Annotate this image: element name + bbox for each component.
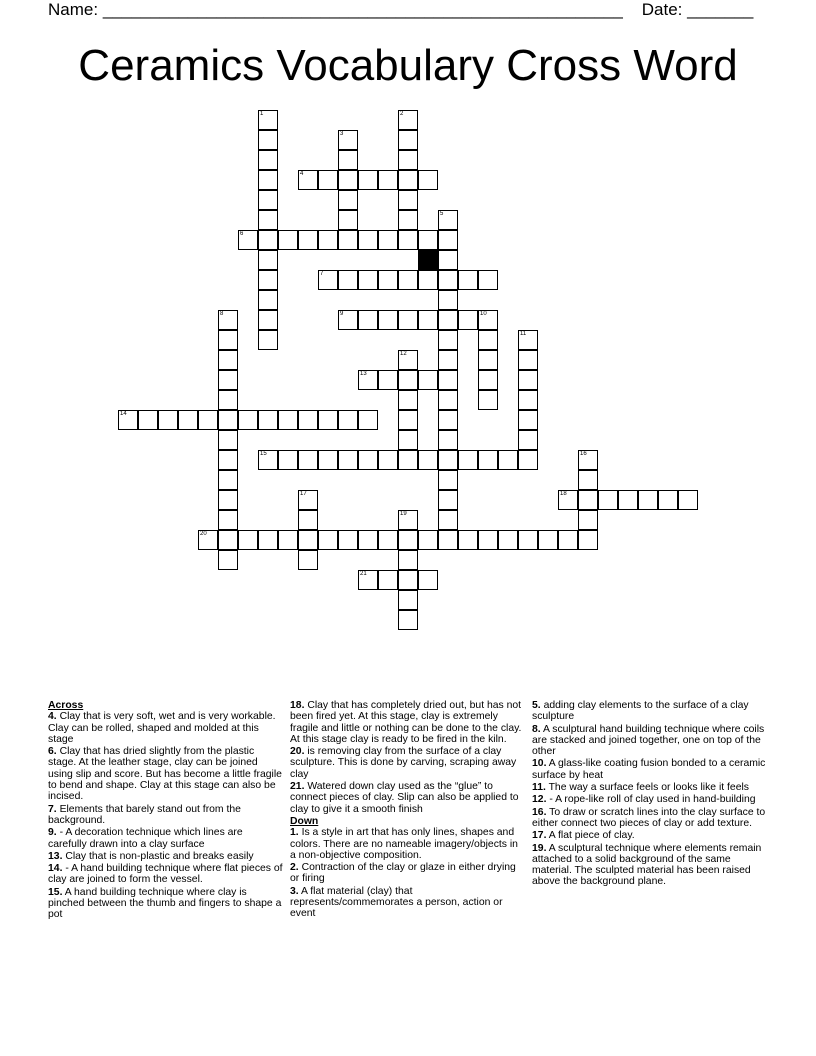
cell-number: 7 — [320, 271, 324, 277]
down-clue — [532, 807, 768, 830]
grid-cell[interactable] — [478, 350, 498, 370]
cell-number: 17 — [300, 491, 307, 497]
clue-text: - A hand building technique where flat pieces of clay are joined to form the vessel. — [48, 863, 283, 886]
grid-cell[interactable] — [498, 450, 518, 470]
clues-column-3 — [532, 700, 768, 889]
clue-number-dot: . — [295, 885, 299, 897]
down-clue — [532, 782, 768, 793]
grid-cell[interactable] — [478, 270, 498, 290]
across-clue — [48, 887, 284, 921]
clue-number: 3 — [290, 885, 296, 897]
grid-cell[interactable] — [338, 190, 358, 210]
grid-cell[interactable] — [258, 250, 278, 270]
grid-cell[interactable] — [298, 550, 318, 570]
down-clue — [532, 700, 768, 723]
grid-cell[interactable] — [418, 530, 438, 550]
grid-cell[interactable] — [438, 370, 458, 390]
clue-number-dot: . — [295, 862, 299, 874]
grid-cell[interactable] — [558, 530, 578, 550]
grid-cell[interactable] — [398, 610, 418, 630]
grid-cell[interactable] — [418, 370, 438, 390]
cell-number: 5 — [440, 211, 444, 217]
grid-cell[interactable] — [518, 330, 538, 350]
grid-cell[interactable] — [338, 270, 358, 290]
down-clue — [532, 843, 768, 888]
clue-text: To draw or scratch lines into the clay surface to either connect two pieces of clay or add texture. — [532, 806, 766, 829]
grid-cell[interactable] — [478, 530, 498, 550]
grid-cell[interactable] — [518, 370, 538, 390]
grid-cell[interactable] — [258, 150, 278, 170]
grid-cell[interactable] — [378, 230, 398, 250]
grid-cell[interactable] — [178, 410, 198, 430]
grid-cell[interactable] — [398, 190, 418, 210]
clue-number-dot: . — [59, 850, 63, 862]
clue-text: Clay that has dried slightly from the plastic stage. At the leather stage, clay can be joined using slip and score. But has become a little fragile to bend and shape. Clay at this stage can also be incised. — [48, 746, 282, 803]
grid-cell[interactable] — [278, 230, 298, 250]
grid-cell[interactable] — [258, 210, 278, 230]
clue-number-dot: . — [537, 723, 541, 735]
grid-cell[interactable] — [578, 490, 598, 510]
name-label: Name: — [48, 0, 99, 19]
grid-cell[interactable] — [438, 250, 458, 270]
grid-cell[interactable] — [318, 450, 338, 470]
down-clue — [532, 724, 768, 758]
grid-cell[interactable] — [518, 530, 538, 550]
clue-text: A glass-like coating fusion bonded to a ceramic surface by heat — [532, 758, 766, 781]
across-clue — [48, 746, 284, 802]
date-label: Date: — [641, 0, 683, 19]
grid-cell[interactable] — [258, 530, 278, 550]
clue-number-dot: . — [543, 806, 547, 818]
clue-number: 10 — [532, 758, 544, 770]
clue-text: The way a surface feels or looks like it feels — [548, 782, 749, 794]
clue-number-dot: . — [537, 700, 541, 711]
grid-cell[interactable] — [338, 130, 358, 150]
grid-cell[interactable] — [218, 510, 238, 530]
clue-text: A flat material (clay) that represents/commemorates a person, action or event — [290, 885, 503, 920]
clue-number: 2 — [290, 862, 296, 874]
grid-cell[interactable] — [398, 150, 418, 170]
grid-cell[interactable] — [518, 450, 538, 470]
clue-number: 14 — [48, 863, 60, 875]
cell-number: 11 — [520, 331, 527, 337]
grid-cell[interactable] — [418, 270, 438, 290]
clue-text: A hand building technique where clay is pinched between the thumb and fingers to shape a pot — [48, 886, 282, 921]
grid-cell[interactable] — [438, 510, 458, 530]
clue-number: 6 — [48, 746, 54, 758]
grid-cell[interactable] — [378, 530, 398, 550]
grid-cell[interactable] — [398, 210, 418, 230]
grid-cell[interactable] — [298, 410, 318, 430]
grid-cell[interactable] — [458, 310, 478, 330]
grid-cell[interactable] — [218, 350, 238, 370]
grid-cell[interactable] — [218, 450, 238, 470]
cell-number: 18 — [560, 491, 567, 497]
clue-number: 15 — [48, 886, 60, 898]
grid-cell[interactable] — [218, 310, 238, 330]
across-clue — [48, 804, 284, 827]
grid-cell[interactable] — [318, 410, 338, 430]
page-title: Ceramics Vocabulary Cross Word — [78, 41, 738, 90]
grid-cell[interactable] — [658, 490, 678, 510]
clue-text: adding clay elements to the surface of a clay sculpture — [532, 700, 749, 723]
down-clue — [532, 758, 768, 781]
grid-cell[interactable] — [298, 490, 318, 510]
grid-cell[interactable] — [358, 570, 378, 590]
grid-cell[interactable] — [398, 110, 418, 130]
down-clue — [290, 862, 526, 885]
grid-cell[interactable] — [438, 410, 458, 430]
cell-number: 19 — [400, 511, 407, 517]
cell-number: 9 — [340, 311, 344, 317]
clue-number: 8 — [532, 723, 538, 735]
grid-cell[interactable] — [338, 310, 358, 330]
grid-cell[interactable] — [438, 330, 458, 350]
grid-cell[interactable] — [438, 530, 458, 550]
grid-cell[interactable] — [478, 450, 498, 470]
grid-cell[interactable] — [578, 470, 598, 490]
clue-text: A sculptural technique where elements remain attached to a solid background of the same material. The sculpted material has been raised above the background plane. — [532, 842, 762, 888]
clue-text: is removing clay from the surface of a clay sculpture. This is done by carving, scraping away clay — [290, 746, 517, 780]
grid-cell[interactable] — [398, 510, 418, 530]
grid-cell[interactable] — [398, 170, 418, 190]
grid-cell[interactable] — [338, 410, 358, 430]
clue-text: - A rope-like roll of clay used in hand-building — [549, 794, 756, 806]
clue-number: 21 — [290, 781, 302, 793]
grid-cell[interactable] — [438, 450, 458, 470]
grid-cell[interactable] — [318, 230, 338, 250]
grid-cell[interactable] — [418, 450, 438, 470]
date-blank[interactable]: _______ — [687, 0, 754, 19]
cell-number: 2 — [400, 111, 404, 117]
grid-cell[interactable] — [498, 530, 518, 550]
grid-cell[interactable] — [418, 170, 438, 190]
grid-cell[interactable] — [198, 410, 218, 430]
grid-cell[interactable] — [258, 110, 278, 130]
grid-cell[interactable] — [438, 390, 458, 410]
grid-cell[interactable] — [258, 190, 278, 210]
across-clue — [290, 700, 526, 745]
grid-cell[interactable] — [358, 310, 378, 330]
grid-cell[interactable] — [578, 510, 598, 530]
down-clue — [290, 886, 526, 920]
grid-cell[interactable] — [378, 570, 398, 590]
grid-cell[interactable] — [518, 430, 538, 450]
clue-number: 13 — [48, 850, 60, 862]
across-clue — [290, 781, 526, 815]
grid-cell[interactable] — [318, 530, 338, 550]
across-clue — [48, 851, 284, 862]
grid-cell[interactable] — [358, 410, 378, 430]
clue-number-dot: . — [543, 794, 547, 806]
grid-cell[interactable] — [478, 390, 498, 410]
clue-text: Clay that is non-plastic and breaks easily — [65, 850, 254, 862]
grid-cell[interactable] — [258, 410, 278, 430]
grid-cell[interactable] — [358, 370, 378, 390]
clue-number: 12 — [532, 794, 544, 806]
grid-cell[interactable] — [298, 450, 318, 470]
clue-text: Elements that barely stand out from the background. — [48, 803, 241, 826]
grid-cell[interactable] — [258, 130, 278, 150]
cell-number: 6 — [240, 231, 244, 237]
clue-number-dot: . — [301, 700, 305, 711]
grid-cell[interactable] — [438, 490, 458, 510]
clue-number-dot: . — [543, 830, 547, 842]
grid-cell[interactable] — [438, 230, 458, 250]
grid-cell[interactable] — [378, 450, 398, 470]
grid-cell[interactable] — [258, 170, 278, 190]
clue-text: Clay that has completely dried out, but has not been fired yet. At this stage, clay is extremely fragile and little or nothing can be done to the clay. At this stage clay is ready to be fired in the kiln. — [290, 700, 522, 745]
grid-cell[interactable] — [218, 390, 238, 410]
clue-number-dot: . — [295, 827, 299, 839]
clue-number-dot: . — [301, 746, 305, 758]
grid-cell[interactable] — [618, 490, 638, 510]
across-heading: Across — [48, 700, 84, 711]
grid-cell[interactable] — [478, 330, 498, 350]
grid-cell[interactable] — [418, 230, 438, 250]
clue-text: Is a style in art that has only lines, shapes and colors. There are no nameable imagery/objects in a non-objective composition. — [290, 827, 518, 861]
cell-number: 4 — [300, 171, 304, 177]
grid-cell[interactable] — [358, 530, 378, 550]
grid-cell[interactable] — [578, 530, 598, 550]
grid-cell[interactable] — [138, 410, 158, 430]
grid-cell[interactable] — [338, 230, 358, 250]
grid-cell[interactable] — [298, 170, 318, 190]
grid-cell[interactable] — [438, 290, 458, 310]
clue-number: 7 — [48, 803, 54, 815]
grid-cell[interactable] — [218, 530, 238, 550]
grid-cell[interactable] — [518, 410, 538, 430]
grid-cell[interactable] — [458, 530, 478, 550]
down-clue — [532, 794, 768, 805]
grid-cell[interactable] — [218, 410, 238, 430]
clue-number: 18 — [290, 700, 302, 711]
grid-cell[interactable] — [438, 210, 458, 230]
clue-number-dot: . — [59, 863, 63, 875]
grid-cell[interactable] — [458, 450, 478, 470]
grid-cell[interactable] — [318, 270, 338, 290]
grid-cell[interactable] — [238, 410, 258, 430]
cell-number: 3 — [340, 131, 344, 137]
grid-cell[interactable] — [398, 570, 418, 590]
grid-cell[interactable] — [218, 470, 238, 490]
clue-number-dot: . — [301, 781, 305, 793]
clue-number-dot: . — [53, 746, 57, 758]
grid-cell[interactable] — [118, 410, 138, 430]
clue-number-dot: . — [543, 758, 547, 770]
grid-cell[interactable] — [538, 530, 558, 550]
cell-number: 13 — [360, 371, 367, 377]
clue-number: 9 — [48, 827, 54, 839]
cell-number: 21 — [360, 571, 367, 577]
down-clue — [290, 827, 526, 861]
clue-number: 11 — [532, 782, 543, 794]
grid-cell[interactable] — [358, 170, 378, 190]
name-blank[interactable]: _______________________________________________________ — [102, 0, 623, 19]
grid-cell[interactable] — [258, 450, 278, 470]
grid-cell[interactable] — [358, 450, 378, 470]
grid-cell[interactable] — [438, 310, 458, 330]
clue-number-dot: . — [53, 803, 57, 815]
grid-cell[interactable] — [258, 270, 278, 290]
black-cell — [418, 250, 438, 270]
grid-cell[interactable] — [438, 470, 458, 490]
grid-cell[interactable] — [278, 530, 298, 550]
grid-cell[interactable] — [238, 530, 258, 550]
grid-cell[interactable] — [398, 230, 418, 250]
grid-cell[interactable] — [398, 430, 418, 450]
grid-cell[interactable] — [338, 450, 358, 470]
grid-cell[interactable] — [398, 270, 418, 290]
across-clue — [48, 827, 284, 850]
grid-cell[interactable] — [418, 310, 438, 330]
grid-cell[interactable] — [258, 310, 278, 330]
cell-number: 20 — [200, 531, 207, 537]
cell-number: 14 — [120, 411, 127, 417]
grid-cell[interactable] — [398, 350, 418, 370]
grid-cell[interactable] — [398, 410, 418, 430]
grid-cell[interactable] — [378, 370, 398, 390]
grid-cell[interactable] — [218, 550, 238, 570]
grid-cell[interactable] — [318, 170, 338, 190]
across-clue — [48, 711, 284, 745]
across-clue — [48, 863, 284, 886]
grid-cell[interactable] — [278, 410, 298, 430]
grid-cell[interactable] — [398, 390, 418, 410]
grid-cell[interactable] — [338, 210, 358, 230]
down-heading: Down — [290, 815, 319, 827]
grid-cell[interactable] — [158, 410, 178, 430]
clue-text: Contraction of the clay or glaze in either drying or firing — [290, 862, 516, 885]
grid-cell[interactable] — [558, 490, 578, 510]
grid-cell[interactable] — [398, 310, 418, 330]
grid-cell[interactable] — [678, 490, 698, 510]
grid-cell[interactable] — [398, 450, 418, 470]
grid-cell[interactable] — [258, 330, 278, 350]
clue-number: 1 — [290, 827, 296, 839]
grid-cell[interactable] — [398, 550, 418, 570]
grid-cell[interactable] — [238, 230, 258, 250]
grid-cell[interactable] — [278, 450, 298, 470]
grid-cell[interactable] — [518, 390, 538, 410]
clue-text: Watered down clay used as the “glue” to connect pieces of clay. Slip can also be applied to clay to give it a smooth finish — [290, 781, 519, 815]
down-clue — [532, 830, 768, 841]
grid-cell[interactable] — [338, 170, 358, 190]
clue-text: A flat piece of clay. — [548, 830, 635, 842]
grid-cell[interactable] — [398, 130, 418, 150]
clue-number-dot: . — [542, 782, 546, 794]
grid-cell[interactable] — [438, 430, 458, 450]
grid-cell[interactable] — [578, 450, 598, 470]
grid-cell[interactable] — [378, 310, 398, 330]
grid-cell[interactable] — [338, 150, 358, 170]
grid-cell[interactable] — [638, 490, 658, 510]
grid-cell[interactable] — [378, 270, 398, 290]
clue-text: - A decoration technique which lines are carefully drawn into a clay surface — [48, 827, 243, 850]
grid-cell[interactable] — [298, 230, 318, 250]
grid-cell[interactable] — [598, 490, 618, 510]
grid-cell[interactable] — [258, 290, 278, 310]
grid-cell[interactable] — [378, 170, 398, 190]
grid-cell[interactable] — [198, 530, 218, 550]
grid-cell[interactable] — [358, 270, 378, 290]
cell-number: 15 — [260, 451, 267, 457]
grid-cell[interactable] — [358, 230, 378, 250]
clue-number-dot: . — [53, 711, 57, 723]
clue-text: A sculptural hand building technique where coils are stacked and joined together, one on top of the other — [532, 723, 765, 758]
clue-number: 19 — [532, 842, 544, 854]
clue-number-dot: . — [53, 827, 57, 839]
grid-cell[interactable] — [478, 370, 498, 390]
grid-cell[interactable] — [218, 330, 238, 350]
grid-cell[interactable] — [218, 430, 238, 450]
grid-cell[interactable] — [298, 510, 318, 530]
clues-column-2 — [290, 700, 526, 921]
clue-number: 5 — [532, 700, 538, 711]
grid-cell[interactable] — [438, 270, 458, 290]
clue-number: 17 — [532, 830, 544, 842]
grid-cell[interactable] — [218, 490, 238, 510]
grid-cell[interactable] — [398, 590, 418, 610]
clue-number-dot: . — [59, 886, 63, 898]
grid-cell[interactable] — [478, 310, 498, 330]
name-date-line — [48, 0, 754, 20]
clues-column-1 — [48, 700, 284, 922]
grid-cell[interactable] — [458, 270, 478, 290]
clue-number: 4 — [48, 711, 54, 723]
cell-number: 12 — [400, 351, 407, 357]
cell-number: 8 — [220, 311, 224, 317]
clue-number: 16 — [532, 806, 544, 818]
clue-text: Clay that is very soft, wet and is very workable. Clay can be rolled, shaped and molded at this stage — [48, 711, 276, 745]
grid-cell[interactable] — [418, 570, 438, 590]
cell-number: 1 — [260, 111, 264, 117]
grid-cell[interactable] — [218, 370, 238, 390]
cell-number: 10 — [480, 311, 487, 317]
clue-number: 20 — [290, 746, 302, 758]
grid-cell[interactable] — [298, 530, 318, 550]
grid-cell[interactable] — [438, 350, 458, 370]
grid-cell[interactable] — [518, 350, 538, 370]
grid-cell[interactable] — [398, 370, 418, 390]
across-clue — [290, 746, 526, 780]
grid-cell[interactable] — [398, 530, 418, 550]
grid-cell[interactable] — [258, 230, 278, 250]
clue-number-dot: . — [543, 842, 547, 854]
cell-number: 16 — [580, 451, 587, 457]
grid-cell[interactable] — [338, 530, 358, 550]
